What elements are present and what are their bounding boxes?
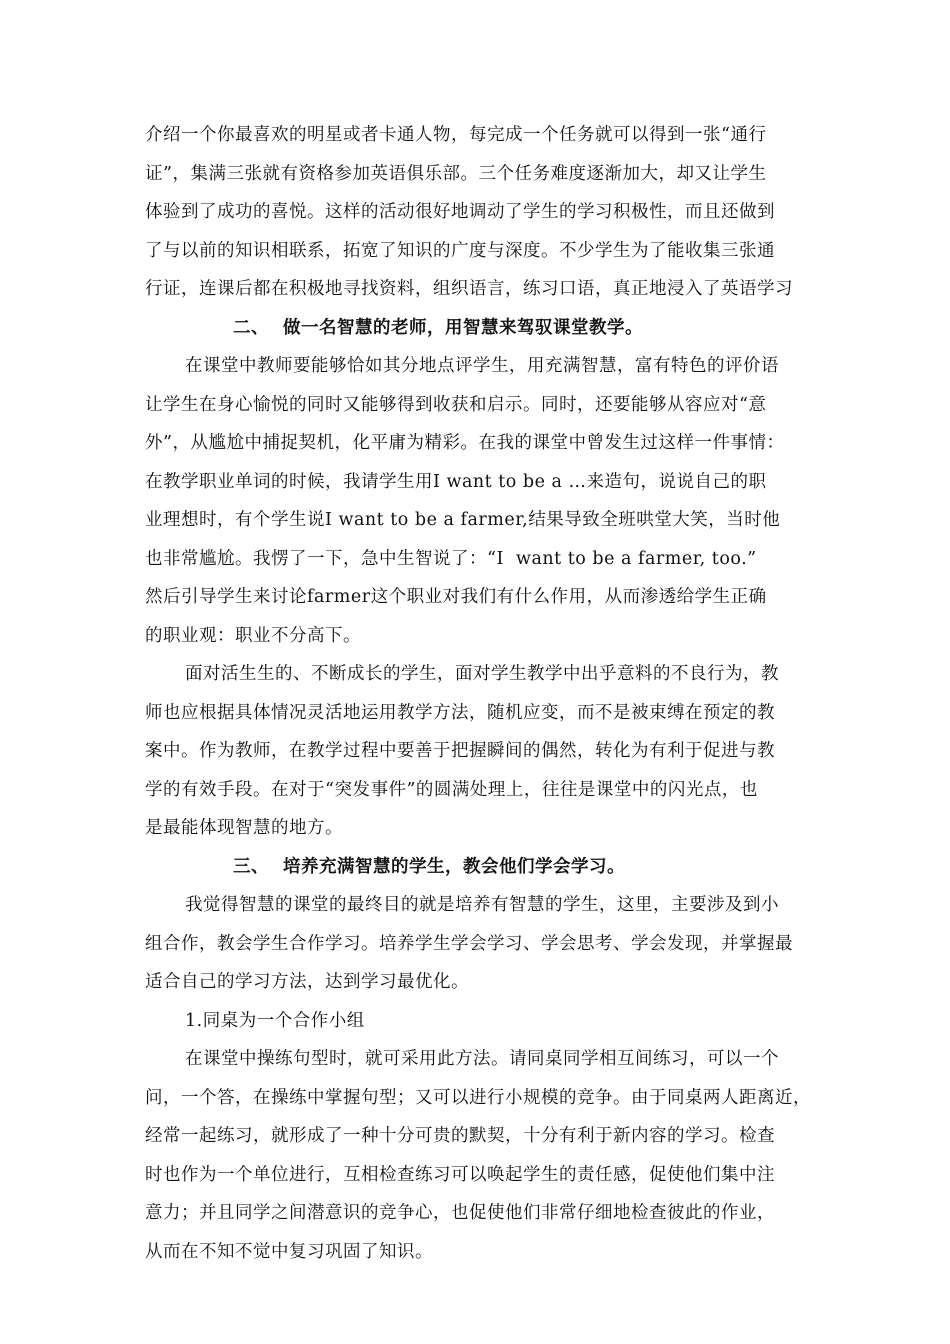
- text-line: 在课堂中教师要能够恰如其分地点评学生，用充满智慧，富有特色的评价语: [185, 356, 779, 376]
- paragraph-2: [145, 347, 825, 655]
- text-line: 体验到了成功的喜悦。这样的活动很好地调动了学生的学习积极性，而且还做到: [145, 202, 775, 222]
- text-line: 经常一起练习，就形成了一种十分可贵的默契，十分有利于新内容的学习。检查: [145, 1126, 775, 1146]
- text-line: 是最能体现智慧的地方。: [145, 818, 343, 838]
- text-line: 时也作为一个单位进行，互相检查练习可以唤起学生的责任感，促使他们集中注: [145, 1164, 775, 1185]
- subheading-1: 1.同桌为一个合作小组: [185, 1010, 365, 1031]
- text-line: 面对活生生的、不断成长的学生，面对学生教学中出乎意料的不良行为，教: [185, 664, 779, 684]
- section-title: 做一名智慧的老师，用智慧来驾驭课堂教学。: [283, 317, 643, 338]
- text-line: 了与以前的知识相联系，拓宽了知识的广度与深度。不少学生为了能收集三张通: [145, 240, 775, 261]
- text-line: 让学生在身心愉悦的同时又能够得到收获和启示。同时，还要能够从容应对“意: [145, 394, 767, 415]
- text-line: 在教学职业单词的时候，我请学生用I want to be a …来造句，说说自己的职: [145, 471, 767, 492]
- text-line: 介绍一个你最喜欢的明星或者卡通人物，每完成一个任务就可以得到一张“通行: [145, 125, 767, 145]
- text-line: 组合作，教会学生合作学习。培养学生学会学习、学会思考、学会发现，并掌握最: [145, 933, 793, 954]
- text-line: 在课堂中操练句型时，就可采用此方法。请同桌同学相互间练习，可以一个: [185, 1049, 779, 1069]
- paragraph-1: [145, 116, 825, 309]
- text-line: 也非常尴尬。我愣了一下，急中生智说了：“I want to be a farmer, too.”: [145, 548, 757, 569]
- text-line: 证”，集满三张就有资格参加英语俱乐部。三个任务难度逐渐加大，却又让学生: [145, 163, 767, 184]
- text-line: 然后引导学生来讨论farmer这个职业对我们有什么作用，从而渗透给学生正确: [145, 587, 767, 607]
- text-line: 业理想时，有个学生说I want to be a farmer,结果导致全班哄堂大笑，当时他: [145, 510, 781, 530]
- text-line: 案中。作为教师，在教学过程中要善于把握瞬间的偶然，转化为有利于促进与教: [145, 741, 775, 761]
- section-heading-3: [145, 848, 825, 887]
- text-line: 意力；并且同学之间潜意识的竞争心，也促使他们非常仔细地检查彼此的作业，: [145, 1203, 775, 1223]
- text-line: 外”，从尴尬中捕捉契机，化平庸为精彩。在我的课堂中曾发生过这样一件事情：: [145, 433, 785, 453]
- section-heading-2: [145, 309, 825, 348]
- text-line: 我觉得智慧的课堂的最终目的就是培养有智慧的学生，这里，主要涉及到小: [185, 895, 779, 915]
- text-line: 学的有效手段。在对于“突发事件”的圆满处理上，往往是课堂中的闪光点，也: [145, 779, 758, 800]
- section-number: 三、: [233, 856, 269, 877]
- text-line: 的职业观：职业不分高下。: [145, 625, 361, 646]
- text-line: 师也应根据具体情况灵活地运用教学方法，随机应变，而不是被束缚在预定的教: [145, 702, 775, 723]
- body-text: [145, 116, 825, 1271]
- text-line: 行证，连课后都在积极地寻找资料，组织语言，练习口语，真正地浸入了英语学习: [145, 279, 793, 299]
- section-number: 二、: [233, 317, 269, 338]
- text-line: 适合自己的学习方法，达到学习最优化。: [145, 972, 469, 992]
- text-line: 从而在不知不觉中复习巩固了知识。: [145, 1241, 433, 1262]
- section-title: 培养充满智慧的学生，教会他们学会学习。: [283, 856, 625, 877]
- paragraph-3: [145, 655, 825, 848]
- paragraph-5: [145, 1040, 825, 1271]
- text-line: 问，一个答，在操练中掌握句型；又可以进行小规模的竞争。由于同桌两人距离近，: [145, 1087, 811, 1108]
- paragraph-4: [145, 886, 825, 1002]
